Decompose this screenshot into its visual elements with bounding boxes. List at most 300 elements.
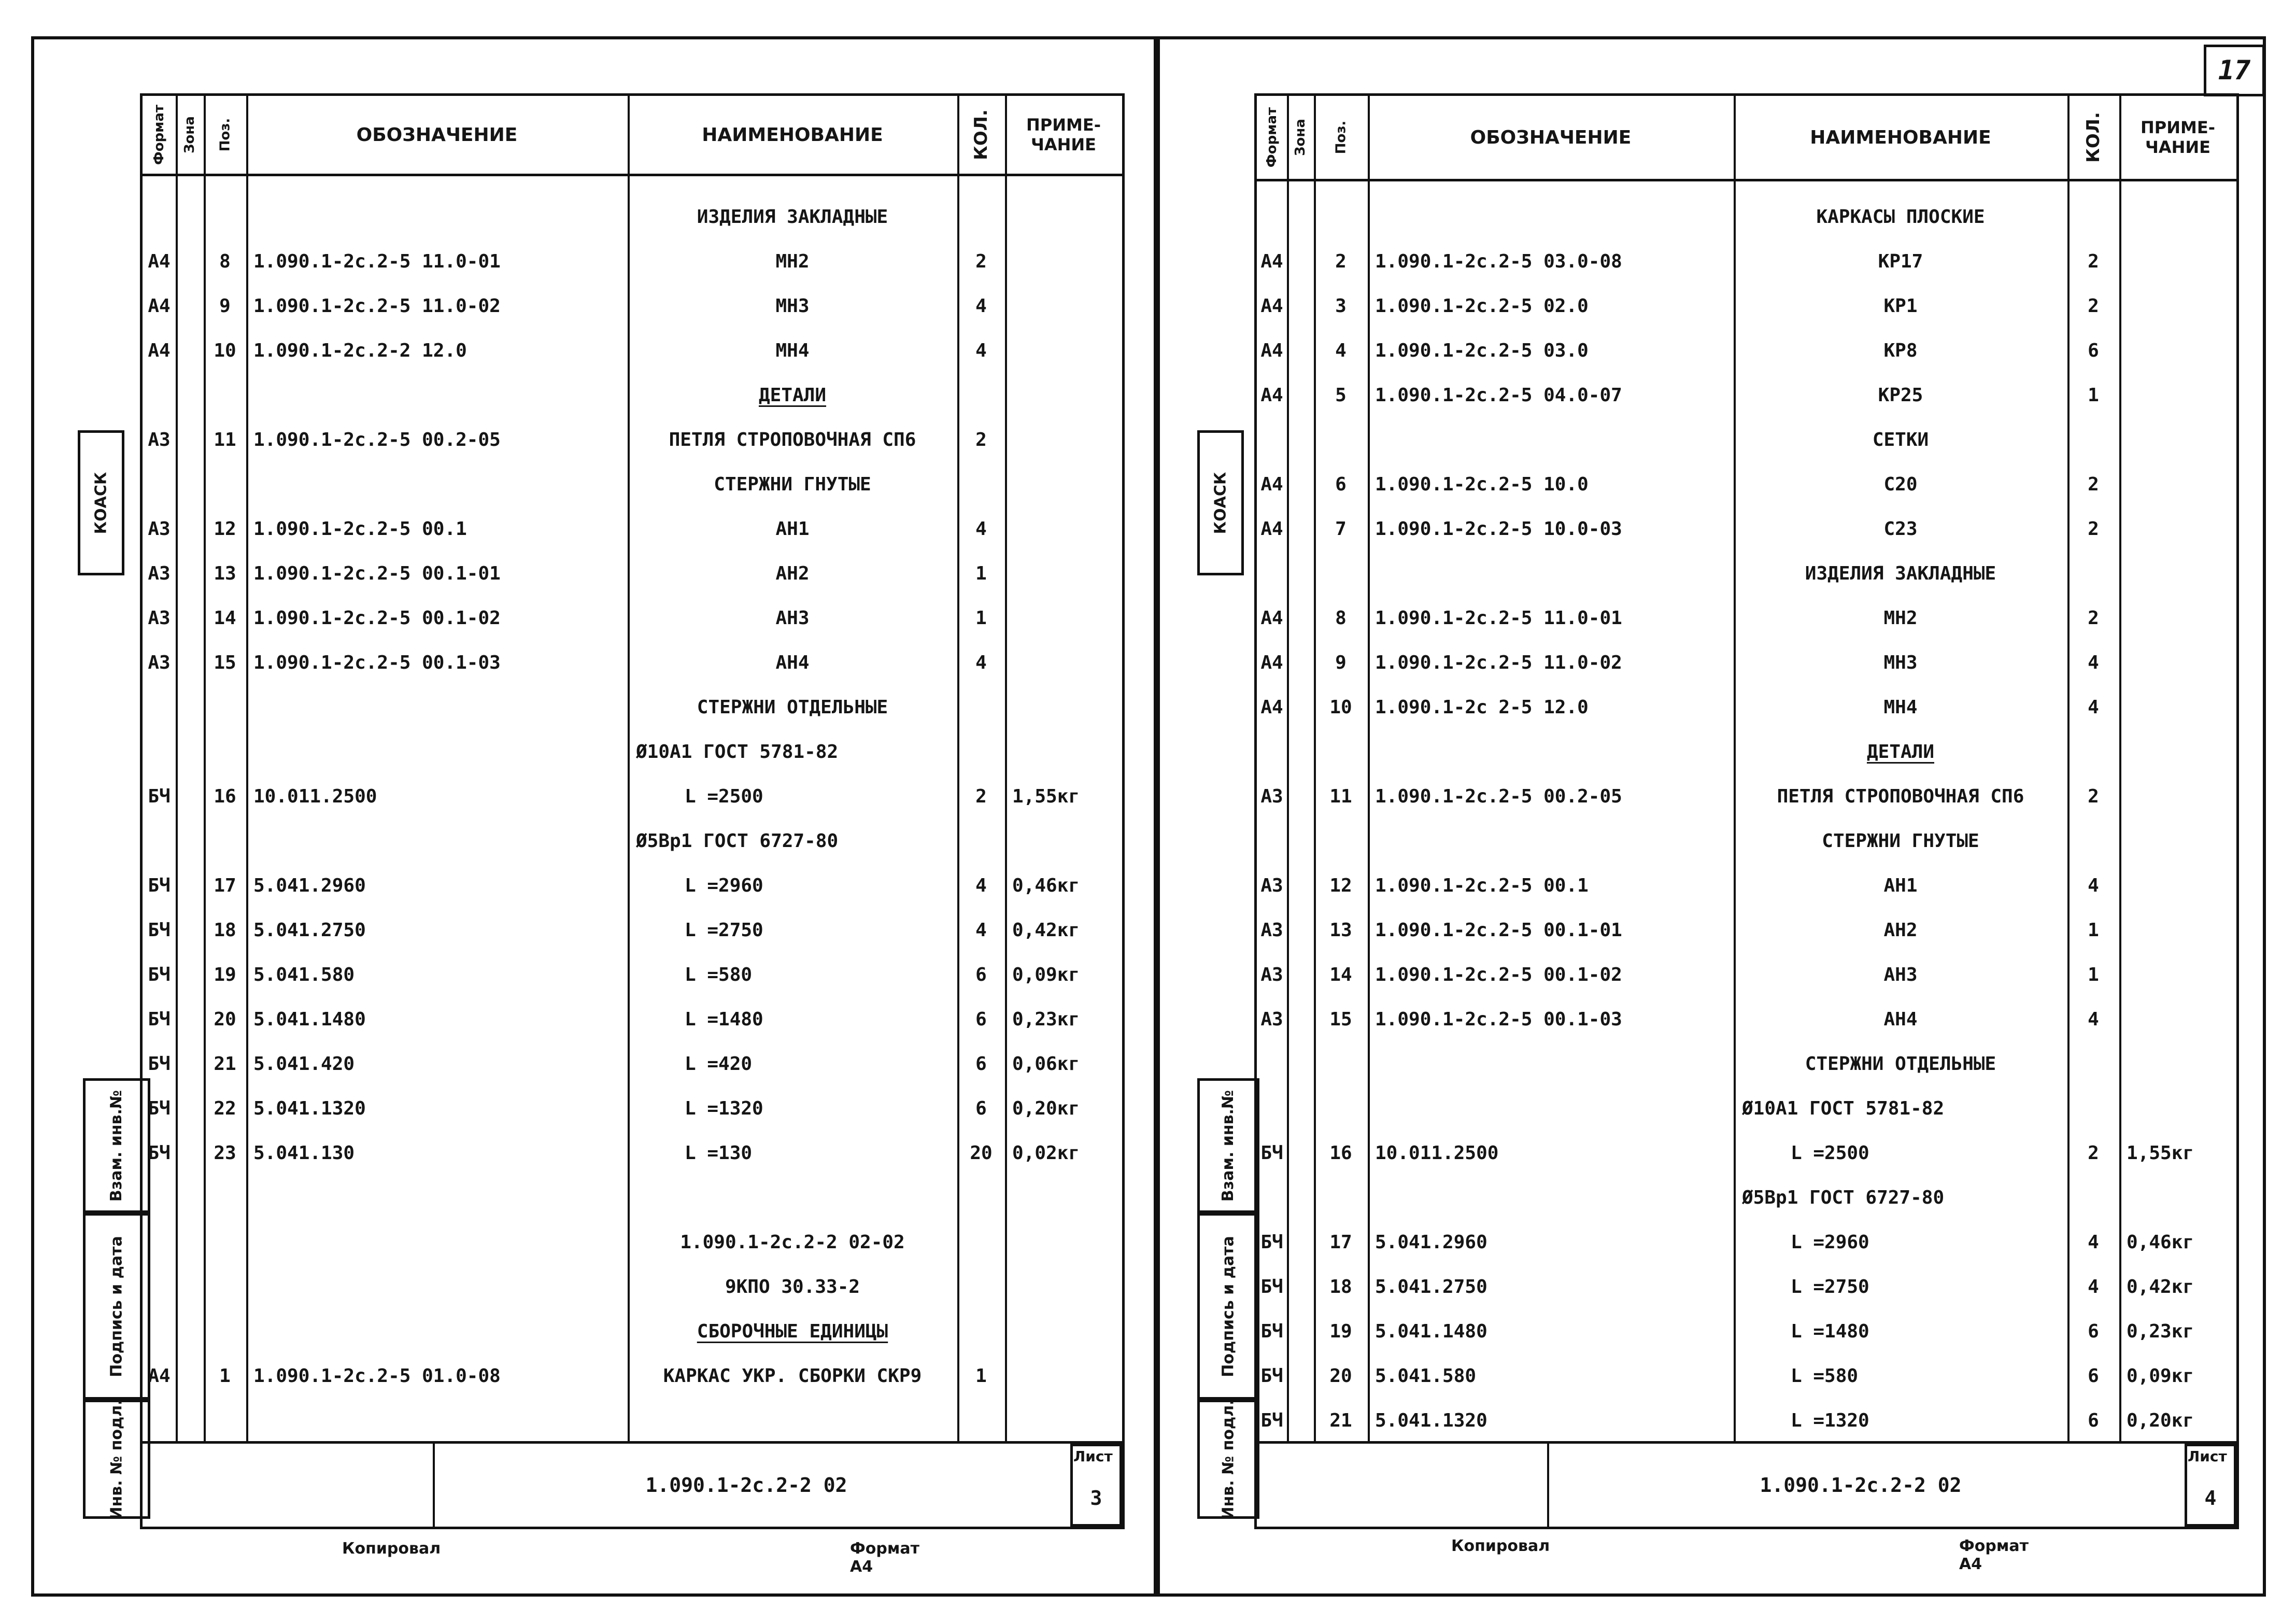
row-name: СТЕРЖНИ ГНУТЫЕ	[1822, 830, 1979, 852]
row-name: С20	[1883, 473, 1918, 495]
row-name: АН4	[775, 652, 810, 673]
row-note	[1005, 1353, 1129, 1398]
row-quantity: 2	[2088, 250, 2099, 272]
row-position	[1314, 1175, 1368, 1220]
right-margin-vzam: Взам. инв.№	[1219, 1090, 1238, 1202]
row-designation: 1.090.1-2с.2-5 03.0-08	[1375, 250, 1622, 272]
row-quantity	[957, 1175, 1005, 1220]
row-position	[1314, 194, 1368, 239]
r-header-format: Формат	[1264, 107, 1280, 168]
row-name: 9КПО 30.33-2	[725, 1276, 860, 1297]
table-row	[1257, 1041, 2236, 1086]
row-designation	[1368, 194, 1741, 239]
r-header-name: НАИМЕНОВАНИЕ	[1810, 126, 1991, 148]
row-format	[1257, 819, 1287, 863]
header-qty: КОЛ.	[971, 109, 992, 160]
table-row	[143, 1041, 1122, 1086]
left-sheet-label: Лист	[1073, 1448, 1113, 1465]
table-row	[143, 417, 1122, 462]
row-position	[204, 685, 246, 729]
header-format: Формат	[151, 104, 167, 165]
r-header-qty: КОЛ.	[2082, 112, 2104, 163]
row-format: БЧ	[1260, 1142, 1283, 1164]
row-name: ДЕТАЛИ	[758, 384, 827, 406]
row-note	[2119, 729, 2244, 774]
row-format	[143, 373, 176, 417]
row-name: L =1320	[1791, 1409, 1869, 1431]
row-name: СТЕРЖНИ ОТДЕЛЬНЫЕ	[697, 696, 888, 718]
row-note	[2119, 774, 2244, 819]
row-designation: 5.041.1320	[1375, 1409, 1487, 1431]
row-designation: 5.041.1480	[1375, 1320, 1487, 1342]
right-sheet-number: 4	[2204, 1487, 2217, 1510]
row-designation: 1.090.1-2с.2-5 10.0	[1375, 473, 1589, 495]
row-note	[1005, 506, 1129, 551]
row-format: А3	[148, 562, 171, 584]
row-quantity: 1	[975, 607, 987, 629]
row-quantity: 4	[975, 652, 987, 673]
row-position	[204, 1175, 246, 1220]
row-name: L =1480	[685, 1008, 763, 1030]
row-name: МН2	[1883, 607, 1918, 629]
row-note: 0,42кг	[2127, 1276, 2194, 1297]
row-note	[1005, 462, 1129, 506]
row-name: АН2	[1883, 919, 1918, 941]
table-row	[143, 863, 1122, 908]
row-name: МН4	[1883, 696, 1918, 718]
row-name: Ø5Вр1 ГОСТ 6727-80	[1742, 1187, 1945, 1208]
row-designation: 1.090.1-2с.2-5 11.0-01	[253, 250, 501, 272]
row-format	[1257, 194, 1287, 239]
row-position	[1314, 1041, 1368, 1086]
row-position	[1314, 551, 1368, 596]
row-name: КАРКАСЫ ПЛОСКИЕ	[1816, 206, 1985, 228]
row-quantity: 4	[2088, 1231, 2099, 1253]
row-designation: 1.090.1-2с.2-5 00.1-01	[1375, 919, 1622, 941]
right-footer-copied: Копировал	[1451, 1537, 1550, 1555]
row-position	[204, 373, 246, 417]
row-designation: 1.090.1-2с.2-5 00.1	[253, 518, 467, 540]
row-quantity: 6	[975, 1097, 987, 1119]
row-note	[2119, 596, 2244, 640]
row-position: 16	[214, 785, 236, 807]
r-header-designation: ОБОЗНАЧЕНИЕ	[1470, 126, 1632, 148]
left-sheet-number: 3	[1090, 1487, 1102, 1510]
row-name: ИЗДЕЛИЯ ЗАКЛАДНЫЕ	[1805, 562, 1996, 584]
row-position: 20	[214, 1008, 236, 1030]
row-note	[1005, 1175, 1129, 1220]
row-designation	[1368, 1175, 1741, 1220]
row-position: 17	[214, 875, 236, 896]
row-designation	[1368, 1041, 1741, 1086]
row-format: А4	[148, 250, 171, 272]
row-format: А4	[1260, 384, 1283, 406]
row-position: 14	[214, 607, 236, 629]
row-note	[2119, 194, 2244, 239]
table-row	[143, 1220, 1122, 1264]
row-name: Ø10А1 ГОСТ 5781-82	[1742, 1097, 1945, 1119]
row-note	[1005, 239, 1129, 284]
row-quantity	[957, 462, 1005, 506]
table-row	[1257, 551, 2236, 596]
table-row	[143, 551, 1122, 596]
row-name: L =580	[1791, 1365, 1859, 1387]
r-header-zone: Зона	[1293, 119, 1308, 156]
table-row	[143, 819, 1122, 863]
row-quantity: 1	[2088, 384, 2099, 406]
table-row	[143, 685, 1122, 729]
table-row	[1257, 1086, 2236, 1131]
table-row	[143, 997, 1122, 1041]
table-row	[1257, 462, 2236, 506]
row-position: 20	[1329, 1365, 1352, 1387]
row-quantity	[957, 194, 1005, 239]
row-quantity	[2067, 1086, 2119, 1131]
row-name: КАРКАС УКР. СБОРКИ СКР9	[663, 1365, 922, 1387]
row-designation	[246, 1175, 635, 1220]
table-row	[1257, 774, 2236, 819]
row-format	[143, 194, 176, 239]
row-position: 13	[214, 562, 236, 584]
row-name: L =1480	[1791, 1320, 1869, 1342]
row-format: А4	[148, 1365, 171, 1387]
row-designation: 1.090.1-2с.2-5 00.1	[1375, 875, 1589, 896]
row-format: А4	[1260, 652, 1283, 673]
table-row	[1257, 284, 2236, 328]
row-designation	[246, 729, 635, 774]
left-stamp-code: 1.090.1-2с.2-2 02	[645, 1474, 847, 1497]
right-margin-sign: Подпись и дата	[1219, 1235, 1238, 1377]
row-format	[1257, 1175, 1287, 1220]
row-quantity: 4	[975, 875, 987, 896]
table-row	[143, 1086, 1122, 1131]
row-quantity: 4	[975, 295, 987, 317]
row-name: АН3	[775, 607, 810, 629]
row-note	[2119, 328, 2244, 373]
r-header-note: ПРИМЕ- ЧАНИЕ	[2141, 118, 2215, 157]
table-row	[1257, 640, 2236, 685]
left-margin-koask-label: КОАСК	[92, 472, 110, 534]
row-quantity	[957, 373, 1005, 417]
page-number: 17	[2204, 45, 2265, 96]
row-designation: 1.090.1-2с.2-5 00.1-03	[253, 652, 501, 673]
row-note	[2119, 373, 2244, 417]
row-format: БЧ	[148, 1053, 171, 1075]
row-quantity: 1	[2088, 964, 2099, 985]
right-margin-koask-label: КОАСК	[1211, 472, 1230, 534]
row-position: 10	[214, 340, 236, 361]
right-footer-format: Формат А4	[1959, 1537, 2029, 1573]
row-name: L =580	[685, 964, 753, 985]
table-row	[143, 506, 1122, 551]
table-row	[1257, 596, 2236, 640]
header-zone: Зона	[182, 116, 197, 153]
row-note	[2119, 417, 2244, 462]
row-name: L =420	[685, 1053, 753, 1075]
row-position	[204, 462, 246, 506]
row-name: СТЕРЖНИ ОТДЕЛЬНЫЕ	[1805, 1053, 1996, 1075]
row-quantity: 4	[975, 518, 987, 540]
row-quantity: 6	[975, 1008, 987, 1030]
row-designation: 5.041.2750	[253, 919, 366, 941]
row-position: 11	[214, 429, 236, 450]
row-designation	[246, 685, 635, 729]
row-format: БЧ	[1260, 1276, 1283, 1297]
row-quantity	[2067, 819, 2119, 863]
row-designation: 1.090.1-2с.2-5 00.2-05	[253, 429, 501, 450]
row-format: А3	[1260, 785, 1283, 807]
row-position: 8	[219, 250, 231, 272]
row-name: СБОРОЧНЫЕ ЕДИНИЦЫ	[697, 1320, 888, 1342]
row-quantity: 6	[2088, 1409, 2099, 1431]
row-position	[1314, 1086, 1368, 1131]
row-position: 16	[1329, 1142, 1352, 1164]
row-name: МН3	[1883, 652, 1918, 673]
row-format	[1257, 1086, 1287, 1131]
row-quantity	[957, 1220, 1005, 1264]
row-note	[2119, 685, 2244, 729]
table-row	[1257, 729, 2236, 774]
table-row	[143, 596, 1122, 640]
row-quantity: 6	[2088, 1365, 2099, 1387]
row-format	[143, 462, 176, 506]
table-row	[1257, 1309, 2236, 1353]
row-note	[2119, 952, 2244, 997]
row-position	[204, 819, 246, 863]
row-position	[1314, 417, 1368, 462]
table-row	[1257, 863, 2236, 908]
row-format: А3	[1260, 964, 1283, 985]
row-format: А3	[148, 652, 171, 673]
row-name: 1.090.1-2с.2-2 02-02	[680, 1231, 905, 1253]
row-designation: 1.090.1-2с 2-5 12.0	[1375, 696, 1589, 718]
row-format: БЧ	[1260, 1231, 1283, 1253]
table-row	[1257, 239, 2236, 284]
row-note	[1005, 373, 1129, 417]
row-name: МН3	[775, 295, 810, 317]
row-note	[1005, 640, 1129, 685]
row-position: 11	[1329, 785, 1352, 807]
row-format: БЧ	[148, 875, 171, 896]
row-designation: 5.041.2960	[253, 875, 366, 896]
row-position: 19	[1329, 1320, 1352, 1342]
row-note	[2119, 819, 2244, 863]
row-name: L =2500	[1791, 1142, 1869, 1164]
row-designation: 1.090.1-2с.2-5 03.0	[1375, 340, 1589, 361]
row-note: 0,46кг	[1012, 875, 1080, 896]
row-format: А3	[1260, 919, 1283, 941]
row-position: 9	[219, 295, 231, 317]
row-format: А3	[148, 429, 171, 450]
row-format: БЧ	[148, 1008, 171, 1030]
row-position: 14	[1329, 964, 1352, 985]
row-position: 3	[1335, 295, 1347, 317]
row-position: 12	[1329, 875, 1352, 896]
row-position: 2	[1335, 250, 1347, 272]
row-designation: 5.041.130	[253, 1142, 355, 1164]
row-position	[204, 1264, 246, 1309]
row-name: СЕТКИ	[1872, 429, 1929, 450]
row-position: 13	[1329, 919, 1352, 941]
row-format: А4	[1260, 696, 1283, 718]
row-format: А4	[1260, 473, 1283, 495]
r-header-pos: Поз.	[1333, 120, 1349, 154]
row-note	[2119, 908, 2244, 952]
row-name: L =2960	[685, 875, 763, 896]
row-format: А3	[1260, 1008, 1283, 1030]
row-name: КР17	[1878, 250, 1923, 272]
row-quantity	[2067, 417, 2119, 462]
left-margin-inv: Инв. № подл.	[107, 1399, 126, 1520]
table-row	[143, 1264, 1122, 1309]
row-name	[628, 1175, 957, 1220]
row-note	[2119, 462, 2244, 506]
right-stamp	[1254, 1441, 2239, 1529]
row-quantity: 2	[2088, 518, 2099, 540]
row-name: ИЗДЕЛИЯ ЗАКЛАДНЫЕ	[697, 206, 888, 228]
row-position: 17	[1329, 1231, 1352, 1253]
table-row	[143, 284, 1122, 328]
row-position: 8	[1335, 607, 1347, 629]
row-format: А3	[148, 518, 171, 540]
row-quantity: 4	[2088, 1008, 2099, 1030]
table-row	[1257, 997, 2236, 1041]
row-format: БЧ	[148, 1142, 171, 1164]
row-format: БЧ	[148, 964, 171, 985]
row-designation: 1.090.1-2с.2-5 02.0	[1375, 295, 1589, 317]
table-row	[143, 729, 1122, 774]
row-position: 5	[1335, 384, 1347, 406]
table-row	[143, 1131, 1122, 1175]
row-note	[1005, 685, 1129, 729]
table-row	[1257, 952, 2236, 997]
row-note	[1005, 551, 1129, 596]
row-format: А3	[1260, 875, 1283, 896]
row-format	[143, 1220, 176, 1264]
row-position: 19	[214, 964, 236, 985]
row-note: 1,55кг	[2127, 1142, 2194, 1164]
table-row	[143, 239, 1122, 284]
row-quantity: 2	[2088, 295, 2099, 317]
table-row	[1257, 373, 2236, 417]
row-name: L =2500	[685, 785, 763, 807]
row-note: 0,09кг	[1012, 964, 1080, 985]
row-name: С23	[1883, 518, 1918, 540]
row-note: 0,23кг	[2127, 1320, 2194, 1342]
row-quantity: 4	[975, 919, 987, 941]
row-position	[204, 194, 246, 239]
row-position	[204, 1309, 246, 1353]
row-designation	[246, 1309, 635, 1353]
row-designation	[1368, 417, 1741, 462]
row-quantity: 4	[2088, 1276, 2099, 1297]
row-quantity: 20	[970, 1142, 993, 1164]
row-position: 10	[1329, 696, 1352, 718]
row-name: МН4	[775, 340, 810, 361]
row-note: 1,55кг	[1012, 785, 1080, 807]
row-designation	[246, 373, 635, 417]
row-format: А3	[148, 607, 171, 629]
row-quantity: 6	[2088, 1320, 2099, 1342]
row-designation	[1368, 729, 1741, 774]
row-name: КР1	[1883, 295, 1918, 317]
row-format: А4	[148, 340, 171, 361]
row-position: 12	[214, 518, 236, 540]
row-name: L =2960	[1791, 1231, 1869, 1253]
row-quantity: 6	[975, 1053, 987, 1075]
row-format: БЧ	[148, 1097, 171, 1119]
row-format: БЧ	[148, 919, 171, 941]
left-footer-copied: Копировал	[342, 1540, 441, 1558]
row-note	[2119, 551, 2244, 596]
row-name: СТЕРЖНИ ГНУТЫЕ	[714, 473, 871, 495]
right-spec-table	[1254, 93, 2239, 1441]
row-designation: 1.090.1-2с.2-5 04.0-07	[1375, 384, 1622, 406]
row-designation: 10.011.2500	[253, 785, 377, 807]
table-row	[143, 1353, 1122, 1398]
row-note: 0,20кг	[1012, 1097, 1080, 1119]
row-note	[1005, 729, 1129, 774]
left-spec-table	[140, 93, 1125, 1441]
row-quantity	[2067, 1041, 2119, 1086]
row-format: А4	[1260, 518, 1283, 540]
table-row	[1257, 1353, 2236, 1398]
row-note: 0,02кг	[1012, 1142, 1080, 1164]
row-name: Ø5Вр1 ГОСТ 6727-80	[636, 830, 839, 852]
table-row	[1257, 194, 2236, 239]
row-position: 6	[1335, 473, 1347, 495]
table-row	[1257, 328, 2236, 373]
row-format	[1257, 551, 1287, 596]
row-note: 0,46кг	[2127, 1231, 2194, 1253]
row-note	[2119, 997, 2244, 1041]
row-quantity: 2	[975, 429, 987, 450]
row-format	[143, 1309, 176, 1353]
left-footer-format: Формат А4	[850, 1540, 919, 1576]
header-designation: ОБОЗНАЧЕНИЕ	[356, 124, 518, 146]
left-margin-vzam: Взам. инв.№	[107, 1090, 126, 1202]
table-row	[1257, 1264, 2236, 1309]
row-format: А4	[1260, 295, 1283, 317]
row-note	[1005, 1309, 1129, 1353]
table-row	[1257, 1175, 2236, 1220]
row-note: 0,23кг	[1012, 1008, 1080, 1030]
row-note	[1005, 819, 1129, 863]
row-designation: 5.041.1480	[253, 1008, 366, 1030]
row-position: 18	[214, 919, 236, 941]
row-name: АН1	[1883, 875, 1918, 896]
row-note: 0,06кг	[1012, 1053, 1080, 1075]
row-note	[2119, 506, 2244, 551]
row-position: 15	[214, 652, 236, 673]
row-note	[1005, 1220, 1129, 1264]
row-position: 23	[214, 1142, 236, 1164]
row-designation: 5.041.580	[253, 964, 355, 985]
row-format	[1257, 417, 1287, 462]
table-row	[143, 952, 1122, 997]
row-name: ПЕТЛЯ СТРОПОВОЧНАЯ СП6	[1777, 785, 2024, 807]
row-quantity: 1	[975, 562, 987, 584]
row-format	[1257, 729, 1287, 774]
row-designation: 1.090.1-2с.2-5 00.1-02	[253, 607, 501, 629]
row-note	[2119, 863, 2244, 908]
row-name: L =130	[685, 1142, 753, 1164]
row-designation: 5.041.2750	[1375, 1276, 1487, 1297]
row-quantity: 2	[2088, 1142, 2099, 1164]
row-quantity	[957, 1309, 1005, 1353]
row-note	[2119, 1175, 2244, 1220]
row-quantity: 2	[975, 785, 987, 807]
